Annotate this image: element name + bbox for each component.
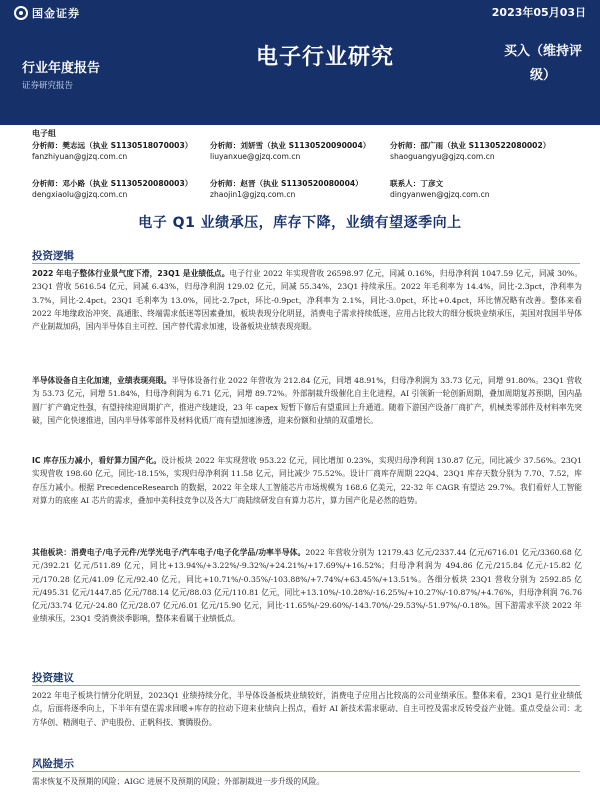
paragraph-lead: 其他板块：消费电子/电子元件/光学光电子/汽车电子/电子化学品/功率半导体。 [32, 548, 306, 557]
paragraph-other-sectors [32, 546, 582, 626]
analyst-email: liuyanxue@gjzq.com.cn [210, 152, 301, 161]
section-title-risk: 风险提示 [32, 758, 74, 770]
analyst-name: 分析师：赵晋（执业 S1130520080004） [210, 179, 363, 188]
analyst-name: 分析师：樊志远（执业 S1130518070003） [32, 141, 193, 150]
analyst-name: 分析师：刘妍雪（执业 S1130520090004） [210, 141, 371, 150]
analyst-name: 分析师：邓小路（执业 S1130520080003） [32, 179, 193, 188]
paragraph-investment-advice [32, 689, 582, 729]
analyst-card [210, 178, 363, 200]
analyst-card [32, 178, 192, 200]
section-divider [32, 263, 580, 264]
analyst-email: dengxiaolu@gjzq.com.cn [32, 190, 128, 199]
section-title-logic: 投资逻辑 [32, 250, 74, 262]
report-body [0, 125, 600, 800]
paragraph-industry-overview [32, 267, 582, 333]
paragraph-text: 2022 年电子板块行情分化明显，2023Q1 业绩持续分化，半导体设备板块业绩较好，消费电子应用占比较高的公司业绩承压。整体来看，23Q1 是行业业绩低点，后面将逐季向上，下半年有望在需求回暖+库存的拉动下迎来业绩向上拐点，看好 AI 新技术需求驱动、自主可控及需求反转受益产业链。重点受益公司：北方华创、精测电子、沪电股份、正帆科技、赛腾股份。 [32, 691, 582, 727]
paragraph-text: 电子行业 2022 年实现营收 26598.97 亿元，同减 0.16%，归母净利润 1047.59 亿元，同减 30%。23Q1 营收 5616.54 亿元，同减 6.43%，归母净利润 129.02 亿元，同减 55.34%，23Q1 持续承压。2022 年毛利率为 14.4%，同比-2.3pct，净利率为 3.7%，同比-2.4pct。23Q1 毛利率为 13.0%，同比-2.7pct，环比-0.9pct，净利率为 2.1%，同比-3.0pct，环比+0.4pct，环比情况略有改善。整体来看 2022 年地缘政治冲突、高通胀、终端需求低迷等因素叠加，板块表现分化明显，消费电子需求持续低迷，应用占比较大的细分板块业绩承压，美国对我国半导体产业制裁加码，国内半导体自主可控、国产替代需求加速，设备板块业绩表现亮眼。 [32, 269, 583, 332]
report-subtype: 证券研究报告 [22, 81, 74, 91]
paragraph-risk [32, 775, 582, 788]
broker-logo [14, 4, 80, 22]
analyst-card [390, 178, 490, 200]
logo-text: 国金证券 [32, 7, 80, 20]
report-headline: 电子 Q1 业绩承压，库存下降，业绩有望逐季向上 [138, 215, 462, 231]
analyst-email: fanzhiyuan@gjzq.com.cn [32, 152, 128, 161]
paragraph-ic-design [32, 454, 582, 507]
paragraph-semi-equipment [32, 374, 582, 427]
analyst-name: 分析师：邵广雨（执业 S1130522080002） [390, 141, 551, 150]
paragraph-text: 需求恢复不及预期的风险；AIGC 进展不及预期的风险；外部制裁进一步升级的风险。 [32, 777, 325, 786]
paragraph-lead: 半导体设备自主化加速，业绩表现亮眼。 [32, 376, 172, 385]
section-title-advice: 投资建议 [32, 672, 74, 684]
contact-email: dingyanwen@gjzq.com.cn [390, 190, 490, 199]
logo-circle-icon [14, 6, 28, 20]
analyst-email: zhaojin1@gjzq.com.cn [210, 190, 296, 199]
analyst-card [390, 140, 550, 162]
contact-name: 联系人：丁彦文 [390, 179, 444, 188]
section-divider [32, 685, 580, 686]
rating-badge: 买入（维持评级） [503, 44, 582, 83]
analyst-card [32, 140, 192, 162]
analyst-email: shaoguangyu@gjzq.com.cn [390, 152, 495, 161]
group-label: 电子组 [32, 129, 56, 138]
report-header [0, 0, 600, 125]
paragraph-lead: 2022 年电子整体行业景气度下滑，23Q1 是业绩低点。 [32, 269, 230, 278]
paragraph-text: 设计板块 2022 年实现营收 953.22 亿元，同比增加 0.23%，实现归母净利润 130.87 亿元，同比减少 37.56%。23Q1 实现营收 198.60 亿元，同比-18.15%，实现归母净利润 11.58 亿元，同比减少 75.52%。设计厂商库存周期 22Q4、23Q1 库存天数分别为 7.70、7.52，库存压力减小。根据 PrecedenceResearch 的数据，2022 年全球人工智能芯片市场规模为 168.6 亿美元，22-32 年 CAGR 有望达 29.7%。我们看好人工智能对算力的底座 AI 芯片的需求，叠加中美科技竞争以及各大厂商陆续研发自有算力芯片，算力国产化是必然的趋势。 [32, 456, 582, 505]
analyst-card [210, 140, 370, 162]
section-divider [32, 771, 580, 772]
report-date: 2023年05月03日 [491, 6, 586, 19]
paragraph-text: 2022 年营收分别为 12179.43 亿元/2337.44 亿元/6716.01 亿元/3360.68 亿元/392.21 亿元/511.89 亿元，同比+13.94%/+3.22%/-9.32%/+24.21%/+17.69%/+16.52%；归母净利润为 494.86 亿元/215.84 亿元/-15.82 亿元/170.28 亿元/41.09 亿元/92.40 亿元，同比+10.71%/-0.35%/-103.88%/+7.74%/+63.45%/+13.51%。各细分板块 23Q1 营收分别为 2592.85 亿元/495.31 亿元/1447.85 亿元/788.14 亿元/88.03 亿元/110.81 亿元，同比+13.10%/-10.28%/-16.25%/+10.27%/-10.87%/+4.76%，归母净利润 76.76 亿元/33.74 亿元/-24.80 亿元/28.07 亿元/6.01 亿元/15.90 亿元，同比-11.65%/-29.60%/-143.70%/-29.53%/-51.97%/-0.18%。国下游需求平淡 2022 年业绩承压，23Q1 受消费淡季影响，整体来看属于业绩低点。 [32, 548, 582, 624]
industry-title: 电子行业研究 [256, 45, 395, 70]
paragraph-text: 半导体设备行业 2022 年营收为 212.84 亿元，同增 48.91%，归母净利润为 33.73 亿元，同增 91.80%。23Q1 营收为 53.73 亿元，同增 51.84%，归母净利润为 6.71 亿元，同增 89.72%。外部制裁升级催化自主化进程，AI 引领新一轮创新周期，叠加周期复苏预期，国内晶圆厂扩产确定性强，有望持续迎周期扩产，推进产线建设，23 年 capex 短暂下修后有望重回上升通道。随着下游国产设备厂商扩产，机械类零部件及材料率先突破，国产化快速推进，国内半导体零部件及材料优质厂商有望加速渗透，迎来份额和业绩的双重增长。 [32, 376, 582, 425]
report-type: 行业年度报告 [22, 61, 101, 76]
paragraph-lead: IC 库存压力减小，看好算力国产化。 [32, 456, 162, 465]
